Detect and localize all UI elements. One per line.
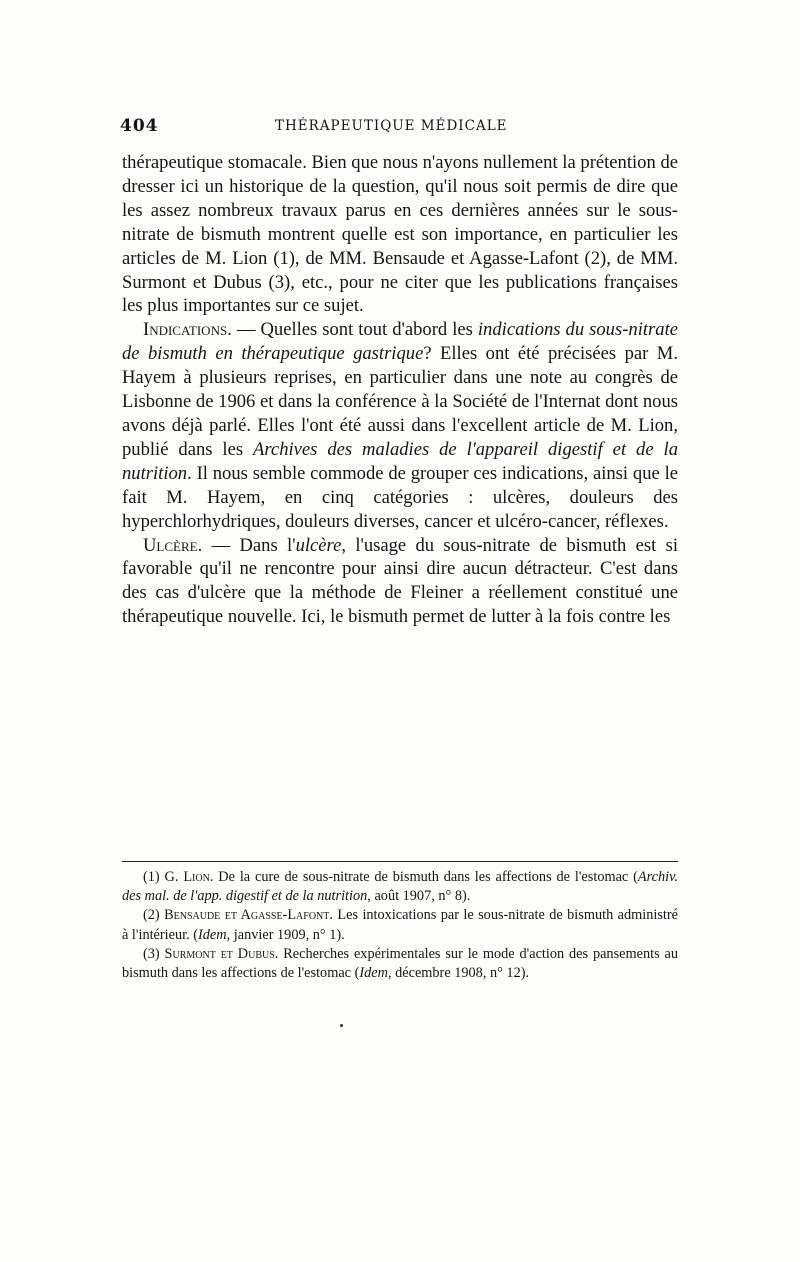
footnote-idem: Idem (198, 926, 227, 943)
footnote-idem: Idem (359, 965, 388, 982)
page-header (120, 116, 680, 140)
footnote-author: Surmont et Dubus (164, 945, 275, 962)
section-heading-indications: Indications. (143, 319, 232, 341)
footnote-separator (122, 861, 678, 862)
footnote-text: (2) (143, 907, 165, 924)
italic-word: ulcère (295, 534, 342, 556)
footnote-text: . Les intoxications par le sous-nitrate de bismuth administré à l'intérieur. ( (122, 907, 678, 943)
text-span: , l'usage du sous-nitrate de bismuth est si favorable qu'il ne rencontre pour ainsi dire aucun détracteur. C'est dans des cas d'ulcère que la méthode de Fleiner a réellement constitué une thérapeutique nouvelle. Ici, le bismuth permet de lutter à la fois contre les (122, 534, 678, 628)
section-heading-ulcere: Ulcère. (143, 534, 203, 556)
footnote-2 (122, 906, 678, 944)
text-span: — Dans l' (202, 534, 296, 556)
footnote-author: Bensaude et Agasse-Lafont (164, 907, 330, 924)
text-span: — Quelles sont tout d'abord les (231, 319, 478, 341)
footnote-text: (1) G. (143, 869, 184, 885)
page-number: 404 (120, 116, 159, 136)
footnote-text: , janvier 1909, n° 1). (226, 926, 345, 943)
footnote-text: , décembre 1908, n° 12). (387, 965, 530, 982)
journal-title: Archives des maladies de l'appareil digestif et de la nutrition (122, 438, 678, 484)
text-span: ? Elles ont été précisées par M. Hayem à plusieurs reprises, en particulier dans une note au congrès de Lisbonne de 1906 et dans la conférence à la Société de l'Internat dont nous avons déjà parlé. Elles l'ont été aussi dans l'excellent article de M. Lion, publié dans les (122, 343, 678, 460)
paragraph-continuation: thérapeutique stomacale. Bien que nous n'ayons nullement la prétention de dresser ici un historique de la question, qu'il nous soit permis de dire que les assez nombreux travaux parus en ces dernières années sur le sous-nitrate de bismuth montrent quelle est son importance, en particulier les articles de M. Lion (1), de MM. Bensaude et Agasse-Lafont (2), de MM. Surmont et Dubus (3), etc., pour ne citer que les publications françaises les plus importantes sur ce sujet. (122, 152, 678, 317)
main-text (122, 151, 678, 629)
footnote-author: Lion (183, 869, 210, 885)
footnote-journal: Archiv. des mal. de l'app. digestif et de la nutrition (122, 869, 678, 905)
footnote-3 (122, 945, 678, 983)
paragraph-ulcere (122, 534, 678, 630)
footnote-text: . Recherches expérimentales sur le mode d'action des pansements au bismuth dans les affections de l'estomac ( (122, 945, 678, 982)
text-span: . Il nous semble commode de grouper ces indications, ainsi que le fait M. Hayem, en cinq catégories : ulcères, douleurs des hyperchlorhydriques, douleurs diverses, cancer et ulcéro-cancer, réflexes. (122, 462, 678, 532)
paragraph-indications (122, 318, 678, 533)
footnote-1 (122, 868, 678, 906)
footnote-text: , août 1907, n° 8). (367, 888, 471, 905)
footnote-text: . De la cure de sous-nitrate de bismuth dans les affections de l'estomac ( (209, 869, 638, 885)
footnote-text: (3) (143, 945, 165, 962)
italic-phrase: indications du sous-nitrate de bismuth en thérapeutique gastrique (122, 319, 678, 365)
printer-mark (340, 1024, 343, 1027)
footnotes (122, 868, 678, 983)
running-title: THÉRAPEUTIQUE MÉDICALE (275, 118, 508, 134)
